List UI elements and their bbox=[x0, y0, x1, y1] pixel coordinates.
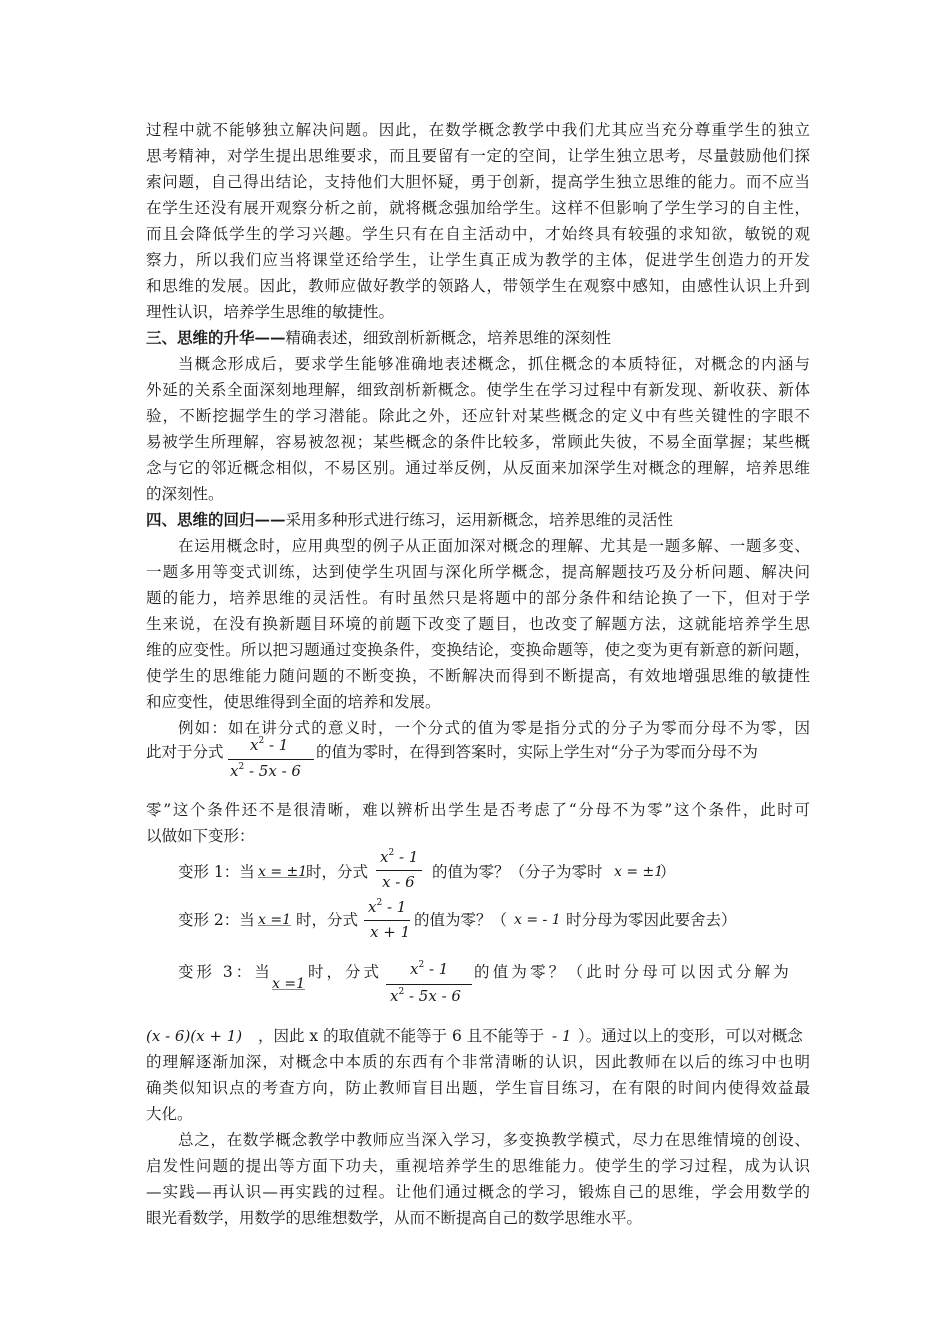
paragraph-line: 念与它的邻近概念相似，不易区别。通过举反例，从反面来加深学生对概念的理解，培养思维 bbox=[146, 459, 810, 477]
paragraph-line: 理性认识，培养学生思维的敏捷性。 bbox=[146, 303, 395, 321]
paragraph-line: 零”这个条件还不是很清晰，难以辨析出学生是否考虑了“分母不为零”这个条件，此时可 bbox=[146, 801, 810, 819]
paragraph-line: 和应变性，使思维得到全面的培养和发展。 bbox=[146, 693, 441, 711]
paragraph-line: 以做如下变形： bbox=[146, 827, 255, 845]
paragraph-line: 索问题，自己得出结论，支持他们大胆怀疑，勇于创新，提高学生独立思维的能力。而不应当 bbox=[146, 173, 810, 191]
variant-2-mid: 时，分式 bbox=[296, 911, 359, 929]
variant-3-condition: x =1 bbox=[272, 976, 305, 992]
fraction-denominator: $x^2 - 5x - 6$ bbox=[230, 762, 301, 780]
variant-1-condition: x = ±1 bbox=[258, 864, 308, 880]
paragraph-line: 确类似知识点的考查方向，防止教师盲目出题，学生盲目练习，在有限的时间内使得效益最 bbox=[146, 1079, 810, 1097]
variant-1-post: 的值为零？（分子为零时 bbox=[432, 863, 603, 881]
section-heading-title: 三、思维的升华—— bbox=[146, 328, 286, 347]
fraction-main bbox=[228, 736, 318, 784]
variant-1-end: ） bbox=[660, 863, 676, 881]
paragraph-line: 思考精神，对学生提出思维要求，而且要留有一定的空间，让学生独立思考，尽量鼓励他们探 bbox=[146, 147, 810, 165]
variant-3-label: 变形 3：当 bbox=[178, 963, 273, 981]
variant-2-post: 的值为零？（ bbox=[414, 911, 508, 929]
paragraph-line: 易被学生所理解，容易被忽视；某些概念的条件比较多，常顾此失彼，不易全面掌握；某些概 bbox=[146, 433, 810, 451]
fraction-numerator: $x^2 - 1$ bbox=[250, 736, 289, 754]
paragraph-line: 使学生的思维能力随问题的不断变换，不断解决而得到不断提高，有效地增强思维的敏捷性 bbox=[146, 667, 810, 685]
paragraph-line: 外延的关系全面深刻地理解，细致剖析新概念。使学生在学习过程中有新发现、新收获、新体 bbox=[146, 381, 810, 399]
section-heading-4 bbox=[146, 510, 810, 530]
paragraph-line: 维的应变性。所以把习题通过变换条件，变换结论，变换命题等，使之变为更有新意的新问题， bbox=[146, 641, 810, 659]
paragraph-line: 总之，在数学概念教学中教师应当深入学习，多变换教学模式，尽力在思维情境的创设、 bbox=[178, 1131, 810, 1149]
variant-2-post-math: x = - 1 bbox=[514, 912, 561, 928]
example-line2-pre: 此对于分式 bbox=[146, 743, 224, 761]
paragraph-line: 在学生还没有展开观察分析之前，就将概念强加给学生。这样不但影响了学生学习的自主性， bbox=[146, 199, 810, 217]
variant-1-mid: 时，分式 bbox=[306, 863, 369, 881]
factored-expression: (x - 6)(x + 1) bbox=[146, 1027, 243, 1045]
paragraph-line: 的深刻性。 bbox=[146, 485, 224, 503]
paragraph-line: 大化。 bbox=[146, 1105, 193, 1123]
section-heading-subtitle: 精确表述，细致剖析新概念，培养思维的深刻性 bbox=[285, 329, 612, 347]
fraction-variant-1: $x^2 - 1$ x - 6 bbox=[376, 848, 426, 894]
paragraph-line: 当概念形成后，要求学生能够准确地表述概念，抓住概念的本质特征，对概念的内涵与 bbox=[178, 355, 810, 373]
paragraph-line: 在运用概念时，应用典型的例子从正面加深对概念的理解、尤其是一题多解、一题多变、 bbox=[178, 537, 810, 555]
paragraph-line: 验，不断挖掘学生的学习潜能。除此之外，还应针对某些概念的定义中有些关键性的字眼不 bbox=[146, 407, 810, 425]
fraction-variant-3: $x^2 - 1$ $x^2 - 5x - 6$ bbox=[386, 960, 472, 1008]
paragraph-line: 一题多用等变式训练，达到使学生巩固与深化所学概念，提高解题技巧及分析问题、解决问 bbox=[146, 563, 810, 581]
section-heading-3 bbox=[146, 328, 810, 348]
after-math: - 1 bbox=[552, 1027, 572, 1045]
variant-1-label: 变形 1：当 bbox=[178, 863, 255, 881]
example-line2-post: 的值为零时，在得到答案时，实际上学生对“分子为零而分母不为 bbox=[316, 743, 758, 761]
variant-2-end: 时分母为零因此要舍去） bbox=[566, 911, 737, 929]
paragraph-line: 的理解逐渐加深，对概念中本质的东西有个非常清晰的认识，因此教师在以后的练习中也明 bbox=[146, 1053, 810, 1071]
variant-1-post-math: x = ±1 bbox=[614, 864, 664, 880]
fraction-bar bbox=[228, 759, 314, 760]
variant-2-condition: x =1 bbox=[258, 912, 291, 928]
paragraph-line: 而且会降低学生的学习兴趣。学生只有在自主活动中，才始终具有较强的求知欲，敏锐的观 bbox=[146, 225, 810, 243]
variant-3-post: 的值为零？（此时分母可以因式分解为 bbox=[474, 963, 792, 981]
paragraph-line: 题的能力，培养思维的灵活性。有时虽然只是将题中的部分条件和结论换了一下，但对于学 bbox=[146, 589, 810, 607]
paragraph-line: —实践—再认识—再实践的过程。让他们通过概念的学习，锻炼自己的思维，学会用数学的 bbox=[146, 1183, 810, 1201]
paragraph-line: 和思维的发展。因此，教师应做好教学的领路人，带领学生在观察中感知，由感性认识上升到 bbox=[146, 277, 810, 295]
example-intro: 例如：如在讲分式的意义时，一个分式的值为零是指分式的分子为零而分母不为零，因 bbox=[178, 719, 810, 737]
paragraph-line: 眼光看数学，用数学的思维想数学，从而不断提高自己的数学思维水平。 bbox=[146, 1209, 643, 1227]
paragraph-line: 过程中就不能够独立解决问题。因此，在数学概念教学中我们尤其应当充分尊重学生的独立 bbox=[146, 121, 810, 139]
variant-2-label: 变形 2：当 bbox=[178, 911, 255, 929]
after-end: ）。通过以上的变形，可以对概念 bbox=[578, 1027, 803, 1045]
after-text: ，因此 x 的取值就不能等于 6 且不能等于 bbox=[258, 1027, 545, 1045]
fraction-variant-2: $x^2 - 1$ x + 1 bbox=[364, 898, 414, 944]
paragraph-line: 生来说，在没有换新题目环境的前题下改变了题目，也改变了解题方法，这就能培养学生思 bbox=[146, 615, 810, 633]
variant-3-mid: 时，分式 bbox=[308, 963, 383, 981]
paragraph-line: 察力，所以我们应当将课堂还给学生，让学生真正成为教学的主体，促进学生创造力的开发 bbox=[146, 251, 810, 269]
section-heading-title: 四、思维的回归—— bbox=[146, 510, 286, 529]
section-heading-subtitle: 采用多种形式进行练习，运用新概念，培养思维的灵活性 bbox=[285, 511, 674, 529]
paragraph-line: 启发性问题的提出等方面下功夫，重视培养学生的思维能力。使学生的学习过程，成为认识 bbox=[146, 1157, 810, 1175]
